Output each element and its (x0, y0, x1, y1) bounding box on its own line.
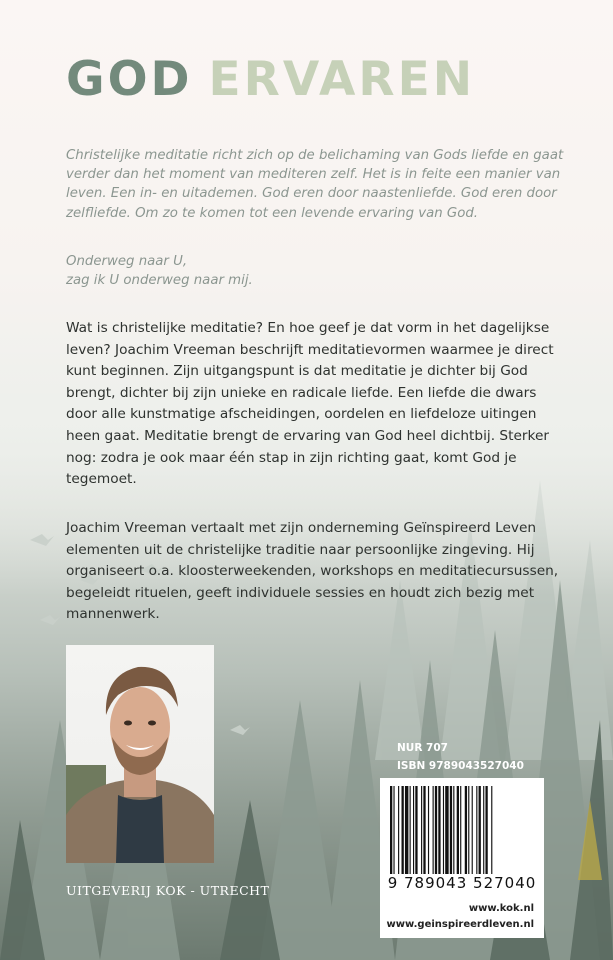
author-portrait-illustration (66, 645, 214, 863)
title-word-ervaren: ERVAREN (208, 52, 476, 107)
author-bio-paragraph: Joachim Vreeman vertaalt met zijn onderneming Geïnspireerd Leven elementen uit de christelijke traditie naar persoonlijke zingeving. Hij organiseert o.a. kloosterweekenden, workshops en meditatiecursussen, begeleidt rituelen, geeft individuele sessies en houdt zich bezig met mannenwerk. (66, 520, 559, 623)
poem-line: zag ik U onderweg naar mij. (66, 273, 253, 289)
nur-code: NUR 707 (397, 742, 448, 754)
publisher-name: UITGEVERIJ KOK - UTRECHT (66, 883, 270, 898)
poem-line: Onderweg naar U, (66, 254, 188, 269)
author-url: www.geinspireerdleven.nl (386, 919, 534, 930)
poem-quote (66, 252, 546, 290)
publisher-url: www.kok.nl (468, 903, 534, 914)
book-title (66, 52, 476, 107)
barcode-panel (380, 778, 544, 938)
title-word-god: GOD (66, 52, 193, 107)
isbn-number: ISBN 9789043527040 (397, 760, 524, 772)
author-photo (66, 645, 214, 863)
barcode-digits: 9 789043 527040 (387, 874, 537, 892)
description-paragraph: Wat is christelijke meditatie? En hoe geef je dat vorm in het dagelijkse leven? Joachim Vreeman beschrijft meditatievormen waarmee je direct kunt beginnen. Zijn uitgangspunt is dat meditatie je dichter bij God brengt, dichter bij zijn unieke en radicale liefde. Een liefde die dwars door alle kunstmatige afscheidingen, oordelen en liefdeloze uitingen heen gaat. Meditatie brengt de ervaring van God heel dichtbij. Sterker nog: zodra je ook maar één stap in zijn richting gaat, komt God je tegemoet. (66, 320, 554, 488)
barcode (386, 786, 538, 874)
intro-paragraph: Christelijke meditatie richt zich op de belichaming van Gods liefde en gaat verder dan het moment van mediteren zelf. Het is in feite een manier van leven. Een in- en uitademen. God eren door naastenliefde. God eren door zelfliefde. Om zo te komen tot een levende ervaring van God. (66, 148, 564, 221)
